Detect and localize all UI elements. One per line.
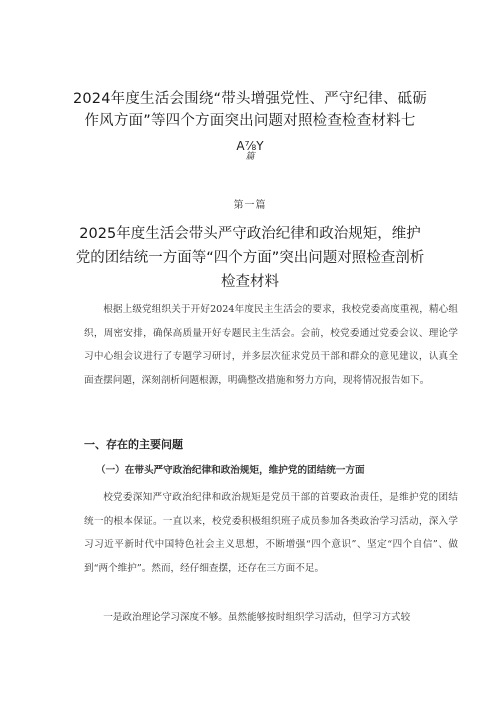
chapter-label: 第一篇 bbox=[233, 200, 267, 211]
sub-title bbox=[60, 222, 440, 294]
intro-paragraph: 根据上级党组织关于开好2024年度民主生活会的要求，我校党委高度重视，精心组织，周密安排，确保高质量开好专题民主生活会。会前，校党委通过党委会议、理论学习中心组会议进行了专题学习研讨，并多层次征求党员干部和群众的意见建议，认真全面查摆问题，深刻剖析问题根源，明确整改措施和努力方向，现将情况报告如下。 bbox=[84, 304, 458, 386]
main-title-line-1: 2024年度生活会围绕“带头增强党性、严守纪律、砥砺 bbox=[72, 91, 428, 107]
main-title bbox=[60, 88, 440, 132]
garbled-line-1: A⅞Y bbox=[236, 139, 264, 153]
garbled-line-2: 篇 bbox=[245, 152, 255, 162]
sub-title-line-2: 党的团结统一方面等“四个方面”突出问题对照检查剖析 bbox=[75, 250, 425, 266]
subsection-heading: （一）在带头严守政治纪律和政治规矩，维护党的团结统一方面 bbox=[96, 465, 365, 476]
sub-title-line-3: 检查材料 bbox=[221, 274, 279, 290]
body-paragraph-truncated: 一是政治理论学习深度不够。虽然能够按时组织学习活动，但学习方式较 bbox=[103, 612, 411, 623]
body-paragraph: 校党委深知严守政治纪律和政治规矩是党员干部的首要政治责任，是维护党的团结统一的根本保证。一直以来，校党委积极组织班子成员参加各类政治学习活动，深入学习习近平新时代中国特色社会主义思想，不断增强“四个意识”、坚定“四个自信”、做到“两个维护”。然而，经仔细查摆，还存在三方面不足。 bbox=[84, 492, 458, 574]
sub-title-line-1: 2025年度生活会带头严守政治纪律和政治规矩，维护 bbox=[79, 226, 421, 242]
garbled-title-fragment bbox=[0, 140, 500, 162]
section-heading: 一、存在的主要问题 bbox=[84, 438, 183, 451]
main-title-line-2: 作风方面”等四个方面突出问题对照检查检查材料七 bbox=[84, 113, 416, 129]
